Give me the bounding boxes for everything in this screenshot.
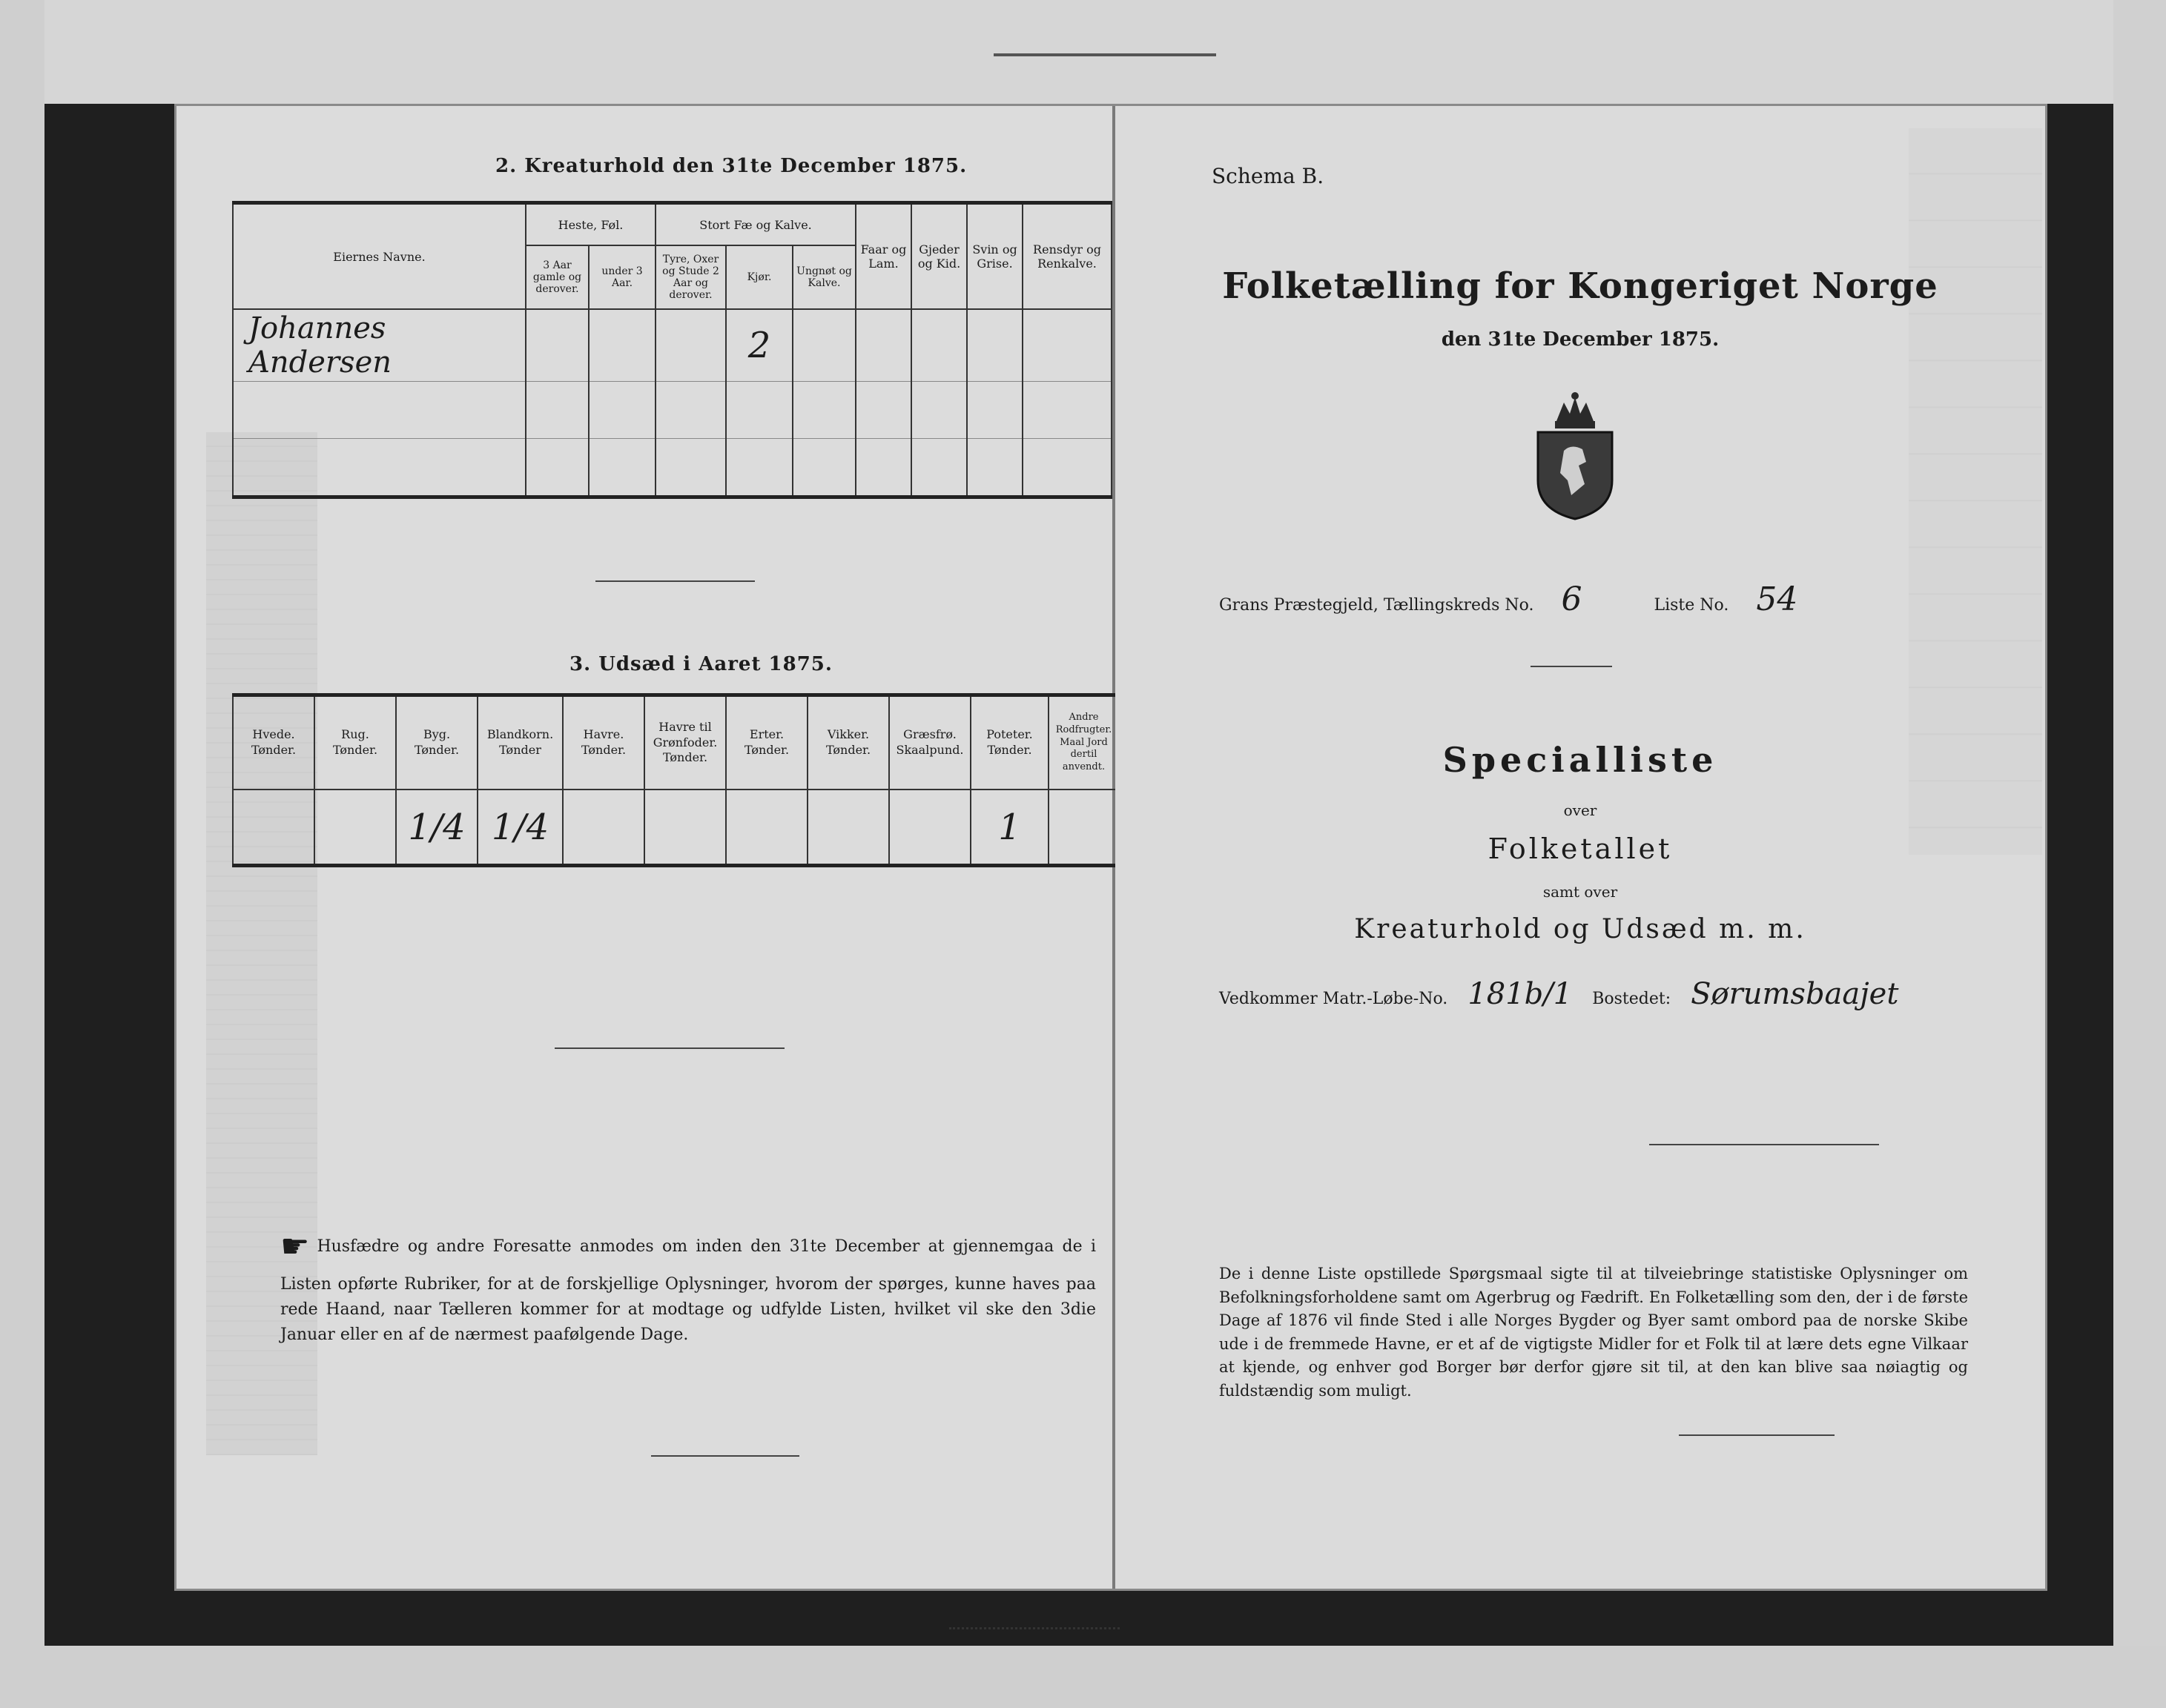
liste-number: 54 (1756, 580, 1798, 618)
page-title: Folketælling for Kongeriget Norge (1222, 265, 1938, 307)
val-rodfrugter (1049, 790, 1119, 866)
val-havre (563, 790, 644, 866)
coat-of-arms-icon (1527, 391, 1623, 521)
census-sheet (174, 104, 2047, 1591)
table-row (233, 382, 1112, 439)
col-vikker: Vikker. Tønder. (808, 695, 889, 790)
val-byg: 1/4 (396, 790, 478, 866)
owner-name: Johannes Andersen (233, 309, 526, 382)
col-poteter: Poteter. Tønder. (971, 695, 1049, 790)
over-text: over (1563, 801, 1597, 819)
val-hvede (233, 790, 314, 866)
divider (555, 1047, 785, 1049)
col-heste-under3: under 3 Aar. (589, 245, 656, 309)
val-poteter: 1 (971, 790, 1049, 866)
col-gjeder: Gjeder og Kid. (911, 203, 967, 310)
udsaed-table (232, 693, 1120, 867)
scan-mark (994, 53, 1216, 56)
col-hvede: Hvede. Tønder. (233, 695, 314, 790)
samt-over-text: samt over (1542, 883, 1618, 901)
divider (595, 580, 755, 582)
info-paragraph: De i denne Liste opstillede Spørgsmaal sigte til at tilveiebringe statistiske Oplysninger om Befolkningsforholdene samt om Agerbrug og Fædrift. En Folketælling som den, der i de første Dage af 1876 vil finde Sted i alle Norges Bygder og Byer samt ombord paa de norske Skibe ude i de fremmede Havne, er et af de vigtigste Midler for et Folk til at lære dets egne Vilkaar at kjende, og enhver god Borger bør derfor gjøre sit til, at den kan blive saa nøiagtig og fuldstændig som muligt. (1219, 1265, 1968, 1400)
val-graesfro (889, 790, 971, 866)
val-blandkorn: 1/4 (478, 790, 563, 866)
col-heste: Heste, Føl. (526, 203, 656, 246)
page-subtitle: den 31te December 1875. (1441, 328, 1720, 351)
col-tyre: Tyre, Oxer og Stude 2 Aar og derover. (656, 245, 726, 309)
folketallet-heading: Folketallet (1488, 833, 1673, 865)
divider (1531, 666, 1612, 667)
col-blandkorn: Blandkorn. Tønder (478, 695, 563, 790)
col-kjor: Kjør. (726, 245, 793, 309)
val-vikker (808, 790, 889, 866)
col-byg: Byg. Tønder. (396, 695, 478, 790)
col-stort: Stort Fæ og Kalve. (656, 203, 856, 246)
divider (1649, 1144, 1879, 1145)
scan-background-top (0, 0, 2166, 104)
section2-title: 2. Kreaturhold den 31te December 1875. (495, 155, 968, 177)
bottom-scribble (949, 1627, 1120, 1632)
prestegjeld-line: Grans Præstegjeld, Tællingskreds No. 6 Liste No. 54 (1219, 580, 1798, 618)
col-rensdyr: Rensdyr og Renkalve. (1023, 203, 1112, 310)
col-ungnot: Ungnøt og Kalve. (793, 245, 856, 309)
col-rodfrugter: Andre Rodfrugter. Maal Jord dertil anvendt. (1049, 695, 1119, 790)
kreds-number: 6 (1561, 580, 1582, 618)
kreaturhold-table (232, 201, 1112, 499)
col-rug: Rug. Tønder. (314, 695, 396, 790)
instruction-note: ☛ Husfædre og andre Foresatte anmodes om inden den 31te December at gjennemgaa de i Listen opførte Rubriker, for at de forskjellige Oplysninger, hvorom der spørges, kunne haves paa rede Haand, naar Tælleren kommer for at modtage og udfylde Listen, hvilket vil ske den 3die Januar eller en af de nærmest paafølgende Dage. (280, 1228, 1096, 1345)
col-graesfro: Græsfrø. Skaalpund. (889, 695, 971, 790)
val-erter (726, 790, 808, 866)
table-row (233, 439, 1112, 497)
scan-background-left (0, 0, 44, 1708)
kreaturhold-heading: Kreaturhold og Udsæd m. m. (1354, 914, 1806, 944)
bosted-value: Sørumsbaajet (1691, 977, 1899, 1011)
matrikkel-line: Vedkommer Matr.-Løbe-No. 181b/1 Bostedet: Sørumsbaajet (1219, 977, 1899, 1011)
pointing-hand-icon: ☛ (280, 1228, 310, 1265)
val-havre-gronfoder (644, 790, 726, 866)
col-erter: Erter. Tønder. (726, 695, 808, 790)
col-owner: Eiernes Navne. (233, 203, 526, 310)
col-heste-3aar: 3 Aar gamle og derover. (526, 245, 589, 309)
schema-label: Schema B. (1212, 164, 1324, 188)
kjor-count: 2 (726, 309, 793, 382)
divider (1679, 1434, 1835, 1436)
col-havre-gronfoder: Havre til Grønfoder. Tønder. (644, 695, 726, 790)
divider (651, 1455, 799, 1457)
right-page (1115, 106, 2045, 1589)
matr-number: 181b/1 (1467, 977, 1573, 1011)
specialliste-heading: Specialliste (1442, 740, 1718, 780)
scan-background-right (2113, 0, 2166, 1708)
table-row (233, 309, 1112, 382)
scan-background-bottom (0, 1646, 2166, 1708)
col-havre: Havre. Tønder. (563, 695, 644, 790)
left-page (176, 106, 1115, 1589)
section3-title: 3. Udsæd i Aaret 1875. (569, 653, 833, 675)
col-svin: Svin og Grise. (967, 203, 1023, 310)
table-row (233, 790, 1119, 866)
val-rug (314, 790, 396, 866)
col-faar: Faar og Lam. (856, 203, 911, 310)
